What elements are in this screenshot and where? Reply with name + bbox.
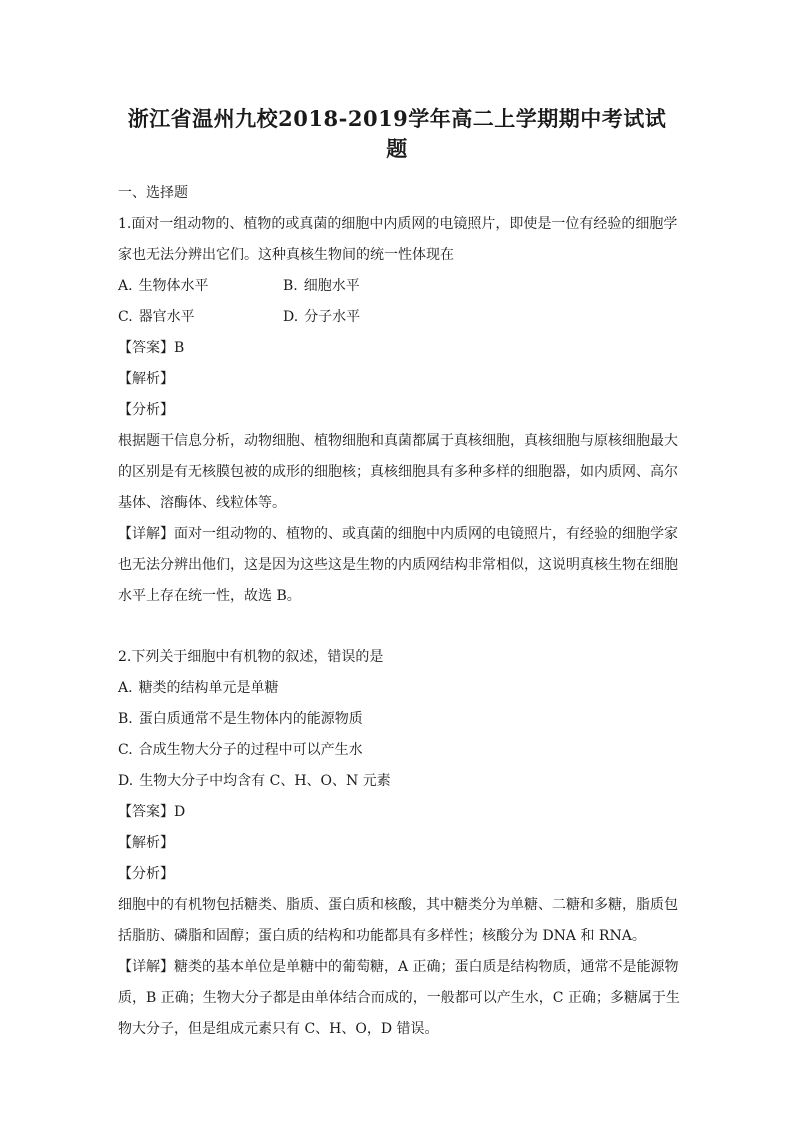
question-stem-line: 2.下列关于细胞中有机物的叙述，错误的是: [118, 649, 384, 665]
option-text: 细胞水平: [303, 278, 360, 294]
option-letter: B.: [118, 711, 133, 727]
detail-line: 也无法分辨出他们，这是因为这些这是生物的内质网结构非常相似，这说明真核生物在细胞: [118, 557, 678, 573]
page-title: 浙江省温州九校2018-2019学年高二上学期期中考试试题: [127, 106, 667, 161]
option-a: [118, 673, 676, 704]
option-c: [118, 735, 676, 766]
option-text: 器官水平: [138, 309, 195, 325]
detail-line: 【详解】面对一组动物的、植物的、或真菌的细胞中内质网的电镜照片，有经验的细胞学家: [118, 526, 678, 542]
answer: 【答案】B: [118, 340, 185, 356]
option-letter: A.: [118, 680, 133, 696]
fenxi-line: 的区别是有无核膜包被的成形的细胞核；真核细胞具有多种多样的细胞器，如内质网、高尔: [118, 464, 678, 480]
option-b: [118, 704, 676, 735]
option-text: 糖类的结构单元是单糖: [138, 680, 279, 696]
options-row: [118, 271, 676, 302]
answer: 【答案】D: [118, 804, 186, 820]
detail-line: 【详解】糖类的基本单位是单糖中的葡萄糖，A 正确；蛋白质是结构物质，通常不是能源物: [118, 959, 679, 975]
question-2: [118, 642, 680, 1045]
option-text: 合成生物大分子的过程中可以产生水: [138, 742, 363, 758]
option-letter: A.: [118, 278, 133, 294]
option-text: 生物体水平: [138, 278, 209, 294]
option-text: 蛋白质通常不是生物体内的能源物质: [138, 711, 363, 727]
question-1: [118, 209, 676, 612]
detail-line: 质，B 正确；生物大分子都是由单体结合而成的，一般都可以产生水，C 正确；多糖属于生: [118, 990, 680, 1006]
analysis-label: 【解析】: [118, 835, 174, 851]
fenxi-line: 基体、溶酶体、线粒体等。: [118, 495, 286, 511]
option-letter: D.: [118, 773, 134, 789]
fenxi-line: 括脂肪、磷脂和固醇；蛋白质的结构和功能都具有多样性；核酸分为 DNA 和 RNA。: [118, 928, 646, 944]
option-b: [283, 271, 448, 302]
analysis-label: 【解析】: [118, 371, 174, 387]
question-stem-line: 1.面对一组动物的、植物的或真菌的细胞中内质网的电镜照片，即使是一位有经验的细胞学: [118, 216, 678, 232]
option-d: [118, 766, 676, 797]
spacer: [118, 612, 676, 642]
option-text: 分子水平: [304, 309, 361, 325]
fenxi-label: 【分析】: [118, 402, 174, 418]
fenxi-line: 根据题干信息分析，动物细胞、植物细胞和真菌都属于真核细胞，真核细胞与原核细胞最大: [118, 433, 678, 449]
option-letter: D.: [283, 309, 299, 325]
option-d: [283, 302, 448, 333]
detail-line: 物大分子，但是组成元素只有 C、H、O，D 错误。: [118, 1021, 439, 1037]
question-stem-line: 家也无法分辨出它们。这种真核生物间的统一性体现在: [118, 247, 454, 263]
option-letter: C.: [118, 309, 133, 325]
fenxi-line: 细胞中的有机物包括糖类、脂质、蛋白质和核酸，其中糖类分为单糖、二糖和多糖，脂质包: [118, 897, 678, 913]
fenxi-label: 【分析】: [118, 866, 174, 882]
detail-line: 水平上存在统一性，故选 B。: [118, 588, 301, 604]
option-letter: C.: [118, 742, 133, 758]
options-row: [118, 302, 676, 333]
option-a: [118, 271, 283, 302]
option-text: 生物大分子中均含有 C、H、O、N 元素: [139, 773, 391, 789]
section-heading: 一、选择题: [118, 185, 188, 201]
option-c: [118, 302, 283, 333]
option-letter: B.: [283, 278, 298, 294]
